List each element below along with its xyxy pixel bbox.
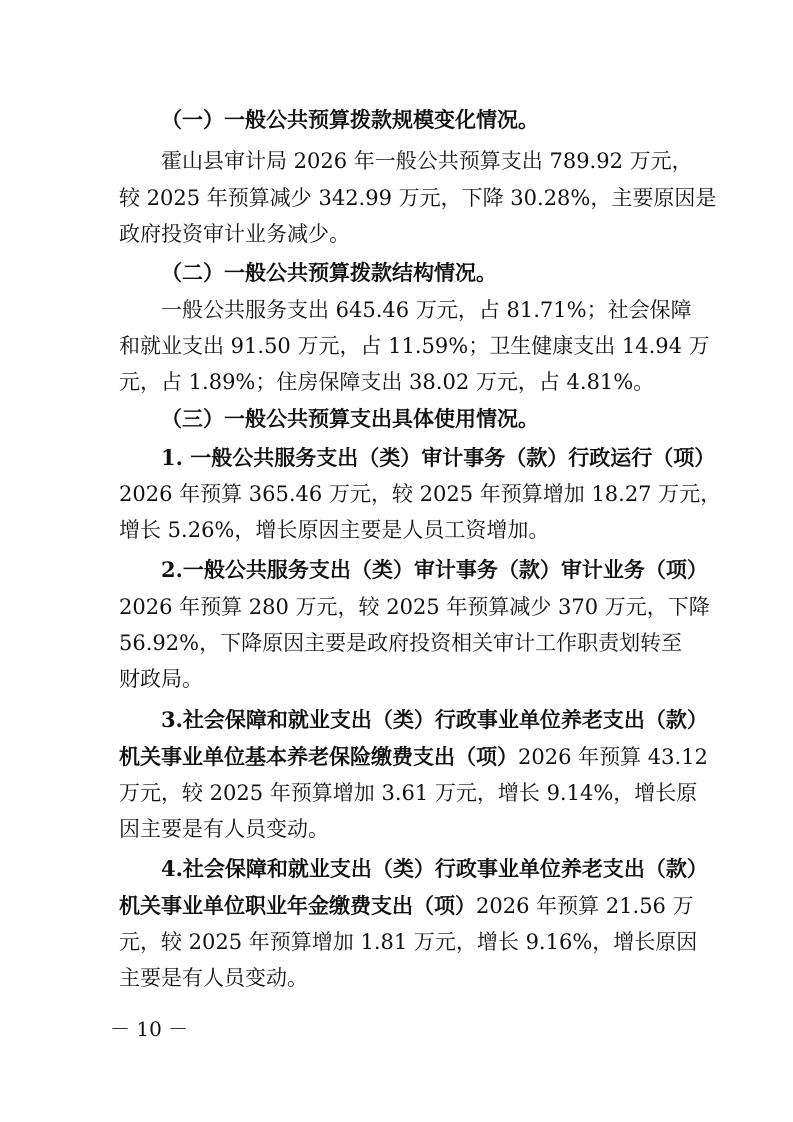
item-2-line-2: 56.92%，下降原因主要是政府投资相关审计工作职责划转至 xyxy=(119,631,683,655)
section-heading-2: （二）一般公共预算拨款结构情况。 xyxy=(161,260,497,285)
paragraph-2-line-2: 和就业支出 91.50 万元，占 11.59%；卫生健康支出 14.94 万 xyxy=(119,334,710,358)
item-4-line-3: 元，较 2025 年预算增加 1.81 万元，增长 9.16%，增长原因 xyxy=(119,930,698,954)
item-4-line-2-bold: 机关事业单位职业年金缴费支出（项） xyxy=(119,893,476,918)
item-3-line-4: 因主要是有人员变动。 xyxy=(119,817,329,841)
item-3-line-2 xyxy=(119,739,708,775)
item-3-line-2-rest: 2026 年预算 43.12 xyxy=(518,745,708,769)
paragraph-2-line-3: 元，占 1.89%；住房保障支出 38.02 万元，占 4.81%。 xyxy=(119,370,655,394)
paragraph-1-line-3: 政府投资审计业务减少。 xyxy=(119,222,350,246)
paragraph-1-line-1: 霍山县审计局 2026 年一般公共预算支出 789.92 万元， xyxy=(161,149,693,173)
item-2-title: 2.一般公共服务支出（类）审计事务（款）审计业务（项） xyxy=(161,557,708,582)
item-3-line-2-bold: 机关事业单位基本养老保险缴费支出（项） xyxy=(119,744,518,769)
item-1-title: 1. 一般公共服务支出（类）审计事务（款）行政运行（项） xyxy=(161,445,716,470)
item-4-title: 4.社会保障和就业支出（类）行政事业单位养老支出（款） xyxy=(161,856,708,881)
item-3-line-3: 万元，较 2025 年预算增加 3.61 万元，增长 9.14%，增长原 xyxy=(119,781,698,805)
item-4-line-2 xyxy=(119,888,694,924)
item-2-line-1: 2026 年预算 280 万元，较 2025 年预算减少 370 万元，下降 xyxy=(119,595,710,619)
section-heading-1: （一）一般公共预算拨款规模变化情况。 xyxy=(161,107,539,132)
item-1-line-2: 增长 5.26%，增长原因主要是人员工资增加。 xyxy=(119,518,550,542)
item-4-line-4: 主要是有人员变动。 xyxy=(119,966,308,990)
item-3-title: 3.社会保障和就业支出（类）行政事业单位养老支出（款） xyxy=(161,707,708,732)
item-4-line-2-rest: 2026 年预算 21.56 万 xyxy=(476,894,694,918)
paragraph-1-line-2: 较 2025 年预算减少 342.99 万元，下降 30.28%，主要原因是 xyxy=(119,186,717,210)
paragraph-2-line-1: 一般公共服务支出 645.46 万元，占 81.71%；社会保障 xyxy=(161,298,692,322)
page-number: － 10 － xyxy=(110,1017,189,1041)
item-2-line-3: 财政局。 xyxy=(119,667,203,691)
item-1-line-1: 2026 年预算 365.46 万元，较 2025 年预算增加 18.27 万元， xyxy=(119,482,722,506)
section-heading-3: （三）一般公共预算支出具体使用情况。 xyxy=(161,406,539,431)
